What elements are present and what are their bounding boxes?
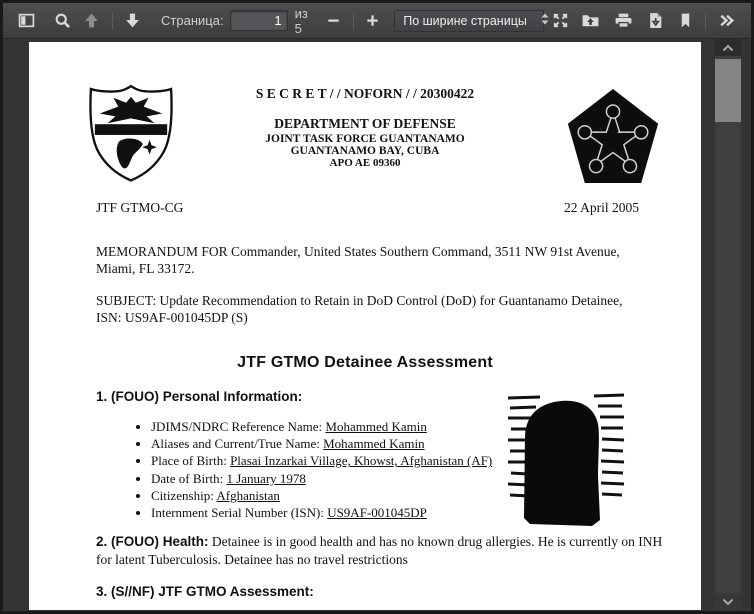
zoom-level-value: По ширине страницы (403, 13, 527, 28)
print-button[interactable] (611, 9, 636, 32)
printer-icon (614, 12, 633, 29)
presentation-mode-button[interactable] (549, 9, 572, 32)
chevron-down-icon (722, 593, 734, 611)
page-number-input[interactable] (230, 10, 288, 31)
previous-page-button[interactable] (80, 9, 103, 32)
zoom-in-button[interactable] (362, 10, 383, 31)
section2-heading: 2. (FOUO) Health: (96, 534, 209, 549)
scrollbar-thumb[interactable] (715, 59, 741, 122)
search-icon (54, 12, 71, 29)
subject-line: SUBJECT: Update Recommendation to Retain in DoD Control (DoD) for Guantanamo Detainee, ISN: US9AF-001045DP (S) (96, 293, 623, 325)
fullscreen-expand-icon (552, 12, 569, 29)
list-item: • Aliases and Current/True Name: Mohammed Kamin (151, 435, 513, 452)
bookmark-button[interactable] (675, 9, 696, 32)
task-force-line: JOINT TASK FORCE GUANTANAMO (265, 133, 465, 145)
pdf-page (29, 42, 701, 610)
list-item: • Place of Birth: Plasai Inzarkai Village, Khowst, Afghanistan (AF) (151, 452, 513, 469)
office-symbol: JTF GTMO-CG (96, 200, 184, 215)
search-button[interactable] (51, 9, 74, 32)
list-item: • Date of Birth: 1 January 1978 (151, 470, 513, 487)
download-icon (647, 12, 664, 29)
download-button[interactable] (644, 9, 667, 32)
list-item: • Internment Serial Number (ISN): US9AF-001045DP (151, 504, 513, 521)
classification-banner: S E C R E T / / NOFORN / / 20300422 (255, 86, 475, 101)
page-count-label: из 5 (294, 5, 308, 36)
toolbar (3, 3, 751, 39)
apo-line: APO AE 09360 (329, 157, 401, 169)
open-folder-icon (581, 12, 600, 29)
arrow-up-icon (83, 12, 100, 29)
more-tools-button[interactable] (714, 9, 739, 32)
section1-heading: 1. (FOUO) Personal Information: (96, 389, 303, 404)
reference-row (96, 200, 639, 216)
scroll-down-button[interactable] (715, 593, 741, 610)
memorandum-line: MEMORANDUM FOR Commander, United States Southern Command, 3511 NW 91st Avenue, Miami, FL 33172. (96, 244, 620, 276)
document-date: 22 April 2005 (563, 200, 639, 215)
department-line: DEPARTMENT OF DEFENSE (274, 116, 456, 131)
chevron-up-icon (722, 39, 734, 57)
next-page-button[interactable] (121, 9, 144, 32)
double-chevron-right-icon (717, 12, 736, 29)
bookmark-icon (678, 12, 693, 29)
minus-icon (326, 13, 341, 28)
section3-heading: 3. (S//NF) JTF GTMO Assessment: (96, 584, 314, 599)
zoom-out-button[interactable] (323, 10, 344, 31)
page-label: Страница: (161, 13, 224, 28)
vertical-scrollbar (715, 39, 741, 610)
location-line: GUANTANAMO BAY, CUBA (290, 145, 440, 157)
open-file-button[interactable] (578, 9, 603, 32)
section2-body: Detainee is in good health and has no known drug allergies. He is currently on INH for latent Tuberculosis. Detainee has no travel restrictions (96, 534, 663, 567)
personal-info-list (133, 418, 513, 521)
list-item: • Citizenship: Afghanistan (151, 487, 513, 504)
section2-paragraph (96, 533, 674, 568)
scroll-up-button[interactable] (715, 39, 741, 56)
viewer-area (3, 39, 751, 610)
document-title: JTF GTMO Detainee Assessment (237, 354, 493, 371)
sidebar-toggle-button[interactable] (15, 9, 38, 32)
plus-icon (365, 13, 380, 28)
redacted-detainee-photo (506, 390, 626, 533)
list-item: • JDIMS/NDRC Reference Name: Mohammed Kamin (151, 418, 513, 435)
zoom-level-select[interactable] (394, 10, 544, 32)
arrow-down-icon (124, 12, 141, 29)
sidebar-toggle-icon (18, 12, 35, 29)
